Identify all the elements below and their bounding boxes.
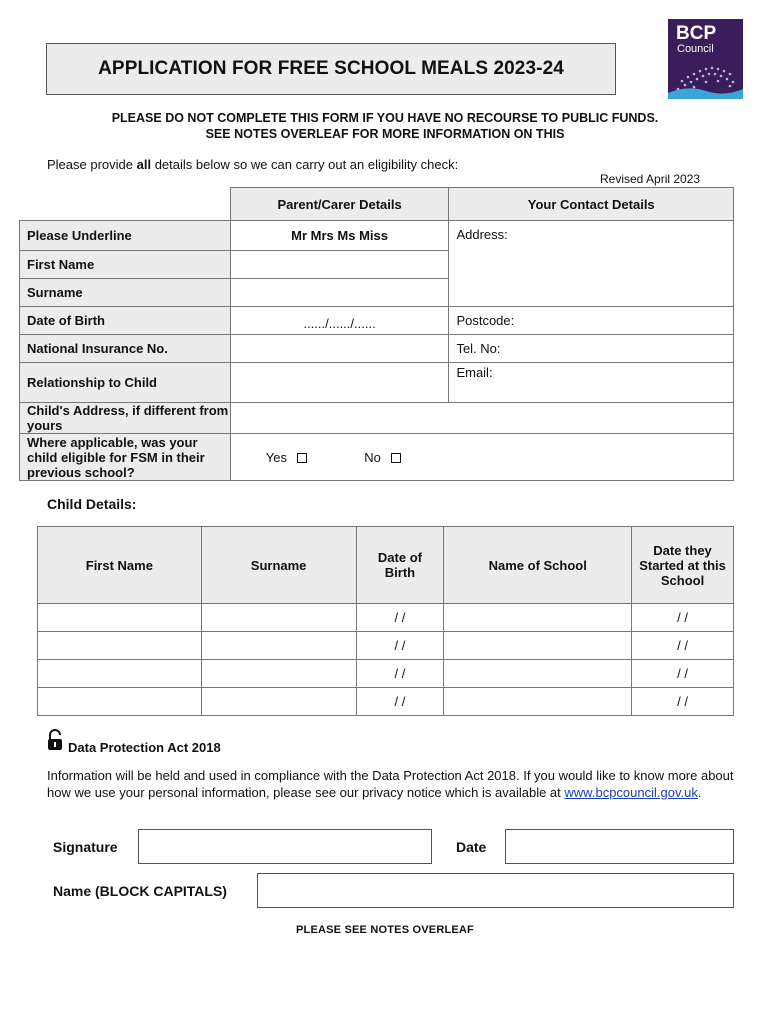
yes-label: Yes xyxy=(265,449,287,465)
relationship-field[interactable] xyxy=(230,363,449,403)
tel-field[interactable] xyxy=(449,335,734,363)
parent-carer-header: Parent/Carer Details xyxy=(230,188,449,221)
prev-fsm-options xyxy=(230,434,733,481)
ni-field[interactable] xyxy=(230,335,449,363)
child-first-name-cell[interactable] xyxy=(38,632,202,660)
start-date-cell[interactable]: / / xyxy=(632,604,734,632)
ni-label: National Insurance No. xyxy=(20,335,231,363)
school-name-cell[interactable] xyxy=(444,688,632,716)
name-label: Name (BLOCK CAPITALS) xyxy=(53,883,227,899)
intro-text: Please provide all details below so we can carry out an eligibility check: xyxy=(47,157,459,172)
lock-icon xyxy=(47,729,63,756)
contact-details-header: Your Contact Details xyxy=(449,188,734,221)
no-label: No xyxy=(364,449,381,465)
prev-fsm-label: Where applicable, was your child eligible for FSM in their previous school? xyxy=(20,434,231,481)
tel-label: Tel. No: xyxy=(456,341,501,356)
warning-line-2: SEE NOTES OVERLEAF FOR MORE INFORMATION ON THIS xyxy=(205,127,565,141)
date-label: Date xyxy=(456,839,487,855)
data-protection-heading: Data Protection Act 2018 xyxy=(68,740,221,755)
child-dob-cell[interactable]: / / xyxy=(356,688,444,716)
school-name-cell[interactable] xyxy=(444,660,632,688)
child-surname-header: Surname xyxy=(201,527,356,604)
data-protection-text: Information will be held and used in compliance with the Data Protection Act 2018. If you would like to know more about how we use your personal information, please see our privacy notice which is available at www.bcpcouncil.gov.uk. xyxy=(47,768,734,800)
table-row xyxy=(38,688,734,716)
form-title: APPLICATION FOR FREE SCHOOL MEALS 2023-24 xyxy=(98,58,564,79)
first-name-label: First Name xyxy=(20,251,231,279)
email-field[interactable] xyxy=(449,363,734,403)
footer-note: PLEASE SEE NOTES OVERLEAF xyxy=(296,924,474,936)
school-name-cell[interactable] xyxy=(444,632,632,660)
start-date-cell[interactable]: / / xyxy=(632,688,734,716)
child-address-field[interactable] xyxy=(230,403,733,434)
child-surname-cell[interactable] xyxy=(201,660,356,688)
school-name-cell[interactable] xyxy=(444,604,632,632)
email-label: Email: xyxy=(456,365,493,380)
privacy-notice-link[interactable]: www.bcpcouncil.gov.uk xyxy=(564,784,698,800)
revised-date: Revised April 2023 xyxy=(600,172,701,186)
child-details-heading: Child Details: xyxy=(47,496,137,512)
parent-details-table xyxy=(19,187,734,481)
logo-text: BCP xyxy=(676,23,717,44)
table-row xyxy=(38,604,734,632)
address-field[interactable] xyxy=(449,221,734,307)
child-details-table xyxy=(37,526,734,716)
signature-field[interactable] xyxy=(138,829,432,864)
table-row xyxy=(38,632,734,660)
child-first-name-cell[interactable] xyxy=(38,604,202,632)
address-label: Address: xyxy=(456,227,508,242)
signature-label: Signature xyxy=(53,839,118,855)
no-checkbox[interactable] xyxy=(391,453,401,463)
child-surname-cell[interactable] xyxy=(201,604,356,632)
postcode-label: Postcode: xyxy=(456,313,515,328)
logo-graphic xyxy=(668,19,743,99)
first-name-field[interactable] xyxy=(230,251,449,279)
child-dob-cell[interactable]: / / xyxy=(356,604,444,632)
child-first-name-cell[interactable] xyxy=(38,688,202,716)
dob-label: Date of Birth xyxy=(20,307,231,335)
please-underline-label: Please Underline xyxy=(20,221,231,251)
child-surname-cell[interactable] xyxy=(201,688,356,716)
start-date-cell[interactable]: / / xyxy=(632,660,734,688)
school-name-header: Name of School xyxy=(444,527,632,604)
child-first-name-header: First Name xyxy=(38,527,202,604)
child-dob-cell[interactable]: / / xyxy=(356,660,444,688)
title-options[interactable]: Mr Mrs Ms Miss xyxy=(230,221,449,251)
surname-field[interactable] xyxy=(230,279,449,307)
blank-corner xyxy=(20,188,231,221)
start-date-header: Date they Started at this School xyxy=(632,527,734,604)
date-field[interactable] xyxy=(505,829,734,864)
bcp-council-logo xyxy=(668,19,743,99)
name-field[interactable] xyxy=(257,873,734,908)
form-title-box xyxy=(46,43,616,95)
dob-field[interactable]: ....../....../...... xyxy=(230,307,449,335)
surname-label: Surname xyxy=(20,279,231,307)
logo-subtext: Council xyxy=(677,43,714,55)
table-row xyxy=(38,660,734,688)
start-date-cell[interactable]: / / xyxy=(632,632,734,660)
child-surname-cell[interactable] xyxy=(201,632,356,660)
postcode-field[interactable] xyxy=(449,307,734,335)
child-address-label: Child's Address, if different from yours xyxy=(20,403,231,434)
relationship-label: Relationship to Child xyxy=(20,363,231,403)
child-first-name-cell[interactable] xyxy=(38,660,202,688)
child-dob-cell[interactable]: / / xyxy=(356,632,444,660)
child-dob-header: Date of Birth xyxy=(356,527,444,604)
warning-line-1: PLEASE DO NOT COMPLETE THIS FORM IF YOU HAVE NO RECOURSE TO PUBLIC FUNDS. xyxy=(111,111,659,125)
yes-checkbox[interactable] xyxy=(297,453,307,463)
